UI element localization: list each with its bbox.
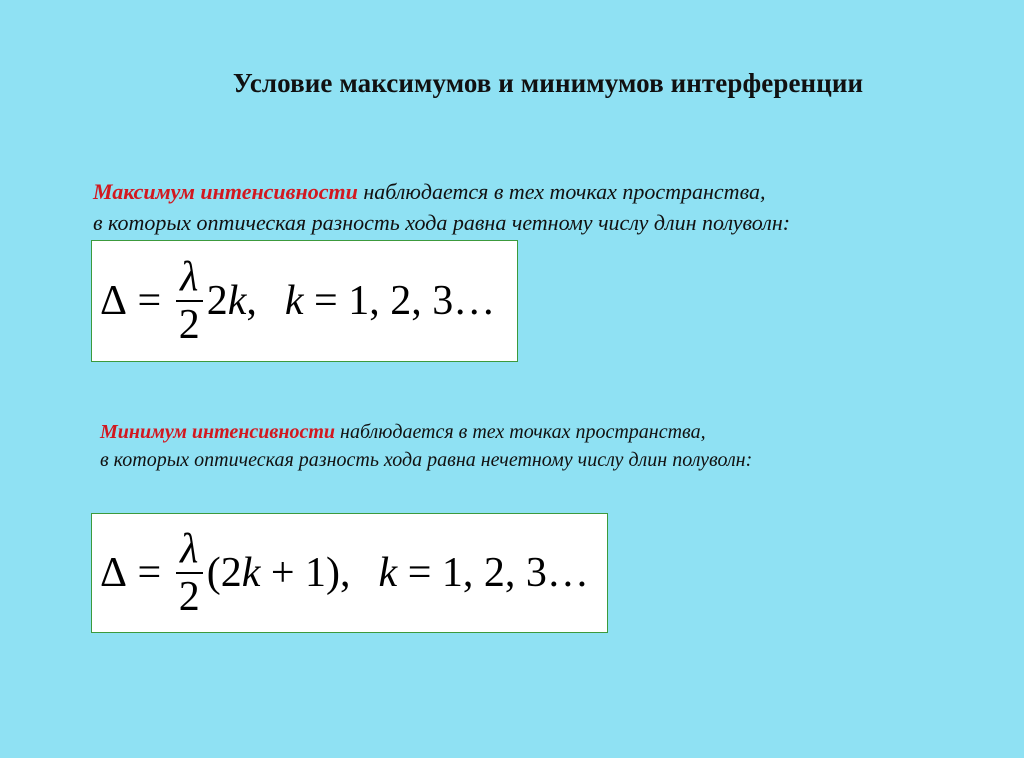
k-values: = 1, 2, 3… xyxy=(397,550,589,596)
slide-title: Условие максимумов и минимумов интерференции xyxy=(232,68,864,98)
factor-open: (2 xyxy=(206,550,242,596)
factor-coefficient: 2 xyxy=(206,278,228,324)
equals-sign: = xyxy=(127,550,172,596)
maximum-line-1 xyxy=(93,176,790,207)
lambda-half-fraction xyxy=(176,254,203,348)
delta-symbol: Δ xyxy=(100,550,128,596)
factor-close: + 1), xyxy=(260,550,351,596)
maximum-formula xyxy=(100,241,495,361)
k-values: = 1, 2, 3… xyxy=(303,278,496,324)
minimum-line-2: в которых оптическая разность хода равна нечетному числу длин полуволн: xyxy=(100,449,753,471)
maximum-description xyxy=(93,176,790,238)
factor-variable: k xyxy=(227,278,247,324)
minimum-formula xyxy=(100,514,589,632)
fraction-numerator: λ xyxy=(180,526,199,572)
minimum-line-1-text: наблюдается в тех точках пространства, xyxy=(335,421,706,443)
bottom-strip xyxy=(0,758,1024,767)
fraction-numerator: λ xyxy=(180,254,199,300)
maximum-line-2: в которых оптическая разность хода равна четному числу длин полуволн: xyxy=(93,210,791,235)
factor-separator: , xyxy=(246,278,257,324)
fraction-denominator: 2 xyxy=(178,574,200,620)
delta-symbol: Δ xyxy=(100,278,128,324)
minimum-line-1 xyxy=(100,418,752,446)
minimum-term: Минимум интенсивности xyxy=(100,421,336,443)
lambda-half-fraction xyxy=(176,526,203,620)
minimum-formula-box xyxy=(91,513,608,633)
factor-variable: k xyxy=(241,550,261,596)
maximum-term: Максимум интенсивности xyxy=(93,179,358,204)
maximum-formula-box xyxy=(91,240,518,362)
k-variable: k xyxy=(378,550,398,596)
equals-sign: = xyxy=(127,278,172,324)
maximum-line-1-text: наблюдается в тех точках пространства, xyxy=(357,179,766,204)
minimum-description xyxy=(100,418,752,474)
k-variable: k xyxy=(284,278,304,324)
fraction-denominator: 2 xyxy=(178,302,200,348)
